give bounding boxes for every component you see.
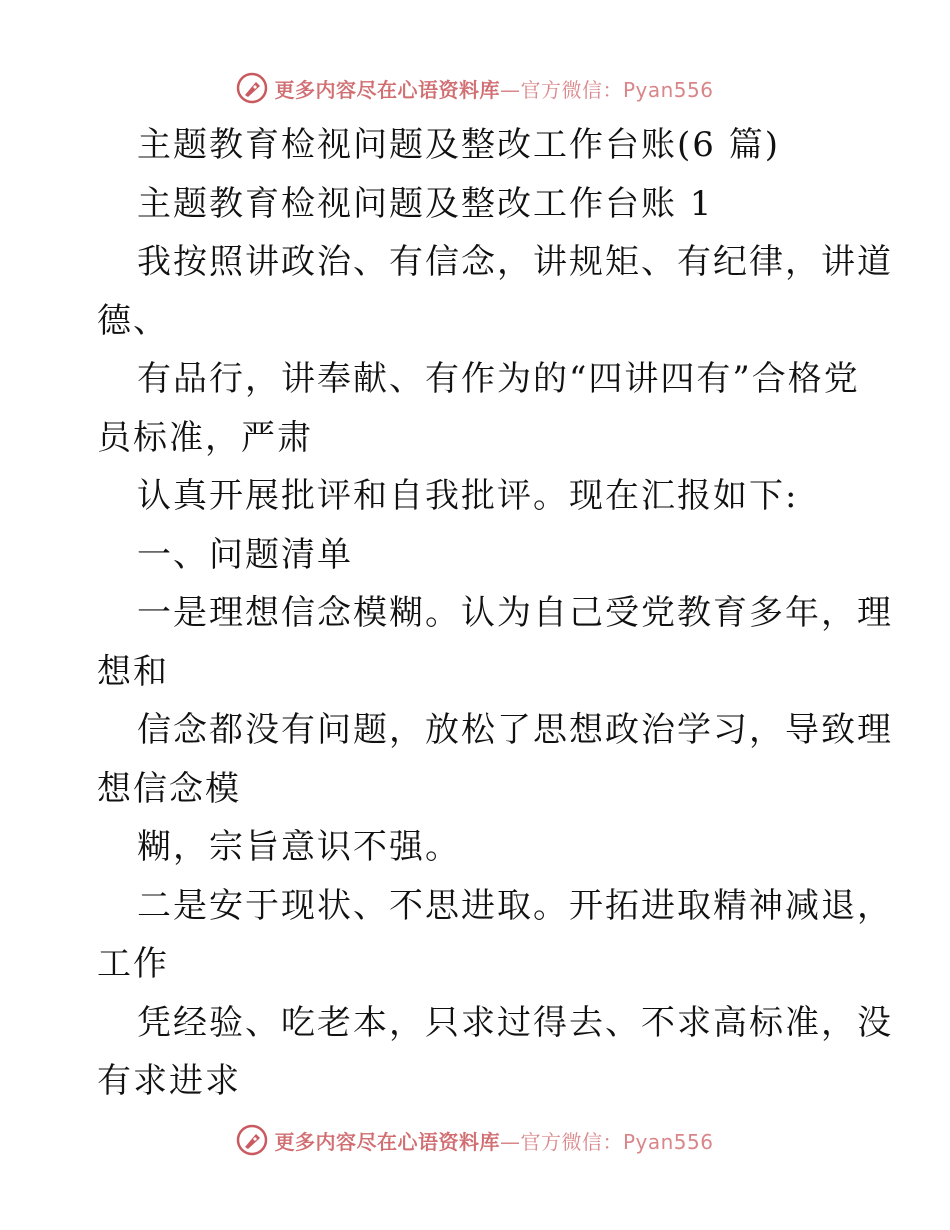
document-title: 主题教育检视问题及整改工作台账(6 篇)	[137, 125, 780, 165]
paragraph-line: 二是安于现状、不思进取。开拓进取精神减退，	[137, 885, 893, 926]
paragraph-line: 凭经验、吃老本，只求过得去、不求高标准，没	[137, 1002, 893, 1043]
watermark-wechat: —官方微信：Pyan556	[499, 1129, 714, 1154]
header-watermark	[0, 68, 950, 108]
paragraph-line: 有品行，讲奉献、有作为的“四讲四有”合格党	[137, 359, 860, 399]
paragraph-line: 员标准，严肃	[97, 417, 313, 458]
paragraph-line: 信念都没有问题，放松了思想政治学习，导致理	[137, 710, 893, 750]
watermark-wechat: —官方微信：Pyan556	[499, 77, 714, 102]
document-body	[97, 116, 893, 1111]
paragraph-line: 想和	[97, 651, 169, 692]
section-heading: 主题教育检视问题及整改工作台账 1	[137, 183, 714, 224]
paragraph-line: 糊，宗旨意识不强。	[137, 827, 461, 867]
paragraph-line: 想信念模	[97, 768, 241, 809]
paragraph-line: 认真开展批评和自我批评。现在汇报如下:	[137, 476, 799, 516]
paragraph-line: 我按照讲政治、有信念，讲规矩、有纪律，讲道	[137, 242, 893, 282]
paragraph-line: 工作	[97, 944, 169, 984]
watermark-brand: 更多内容尽在心语资料库	[274, 1129, 500, 1154]
watermark-brand: 更多内容尽在心语资料库	[274, 77, 500, 102]
footer-watermark	[0, 1120, 950, 1160]
pen-nib-logo-icon	[236, 1124, 268, 1156]
paragraph-line: 有求进求	[97, 1061, 241, 1101]
pen-nib-logo-icon	[236, 72, 268, 104]
subsection-heading: 一、问题清单	[137, 534, 353, 575]
paragraph-line: 一是理想信念模糊。认为自己受党教育多年，理	[137, 593, 893, 633]
paragraph-line: 德、	[97, 300, 169, 341]
